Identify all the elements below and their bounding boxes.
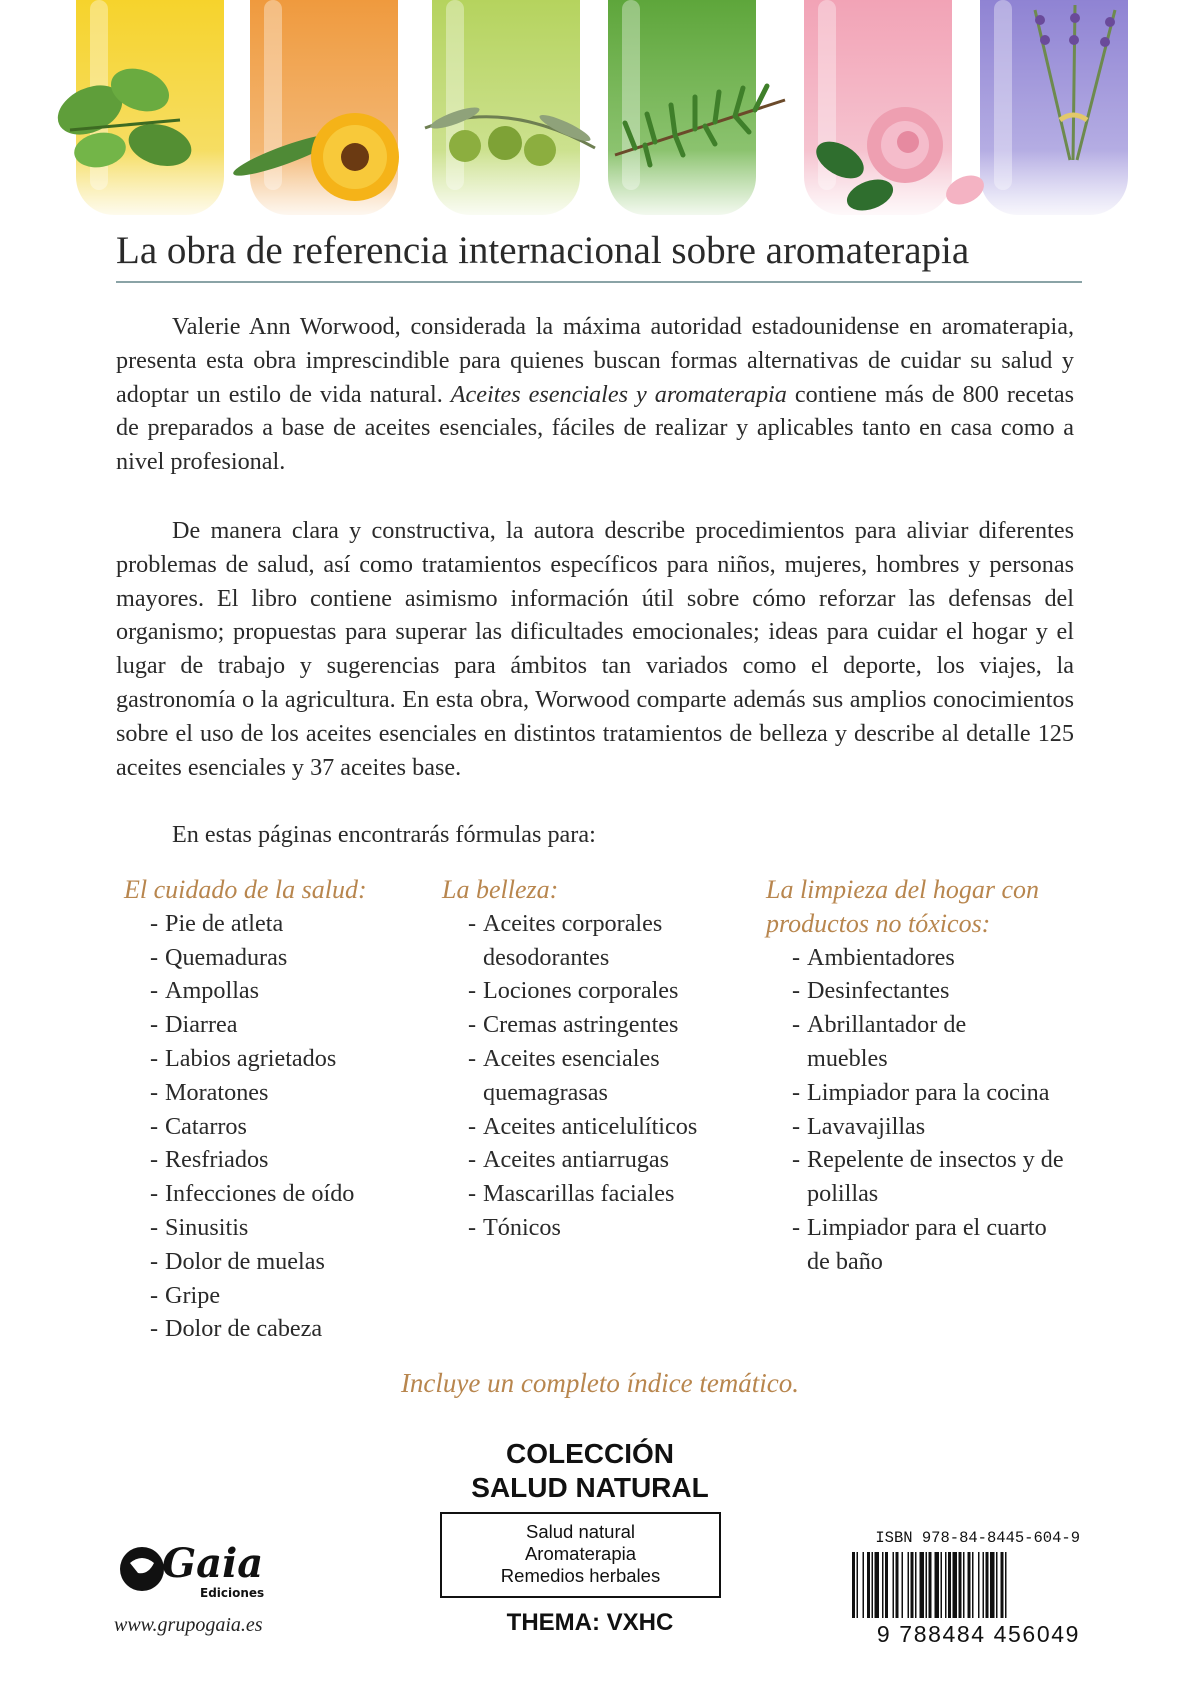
list-item: - Pie de atleta <box>124 907 424 941</box>
barcode-bar <box>911 1552 914 1618</box>
barcode-bar <box>902 1552 904 1618</box>
headline: La obra de referencia internacional sobre aromaterapia <box>116 229 970 272</box>
list-item: - Aceites antiarrugas <box>442 1143 732 1177</box>
list-item: - Diarrea <box>124 1008 424 1042</box>
mint-leaves-icon <box>30 50 210 180</box>
paragraph-description: De manera clara y constructiva, la autora describe procedimientos para aliviar diferentes problemas de salud, así como tratamientos específicos para niños, mujeres, hombres y personas mayores. El libro contiene asimismo información útil sobre cómo reforzar las defensas del organismo; propuestas para superar las dificultades emocionales; ideas para cuidar el hogar y el lugar de trabajo y sugerencias para ámbitos tan variados como el deporte, los viajes, la gastronomía o la agricultura. En esta obra, Worwood comparte además sus amplios conocimientos sobre el uso de los aceites esenciales en distintos tratamientos de belleza y describe al detalle 125 aceites esenciales y 37 aceites base. <box>116 517 1074 781</box>
list-item: - Cremas astringentes <box>442 1008 732 1042</box>
list-item: - Aceites anticelulíticos <box>442 1110 732 1144</box>
list-item: - Limpiador para el cuarto de baño <box>766 1211 1057 1279</box>
barcode-bar <box>978 1552 980 1618</box>
list-item: - Aceites corporales desodorantes <box>442 907 732 975</box>
barcode-bar <box>986 1552 989 1618</box>
rose-icon <box>800 90 990 220</box>
publisher-logo-wordmark: Gaia <box>162 1540 264 1587</box>
paragraph-intro <box>116 310 1074 479</box>
barcode-bar <box>908 1552 910 1618</box>
formulas-intro: En estas páginas encontrarás fórmulas para: <box>172 821 596 848</box>
subject-item: Salud natural <box>525 1521 636 1542</box>
book-title-inline: Aceites esenciales y aromaterapia <box>450 380 787 408</box>
subject-item: Aromaterapia <box>524 1543 637 1564</box>
column-health <box>124 873 424 1346</box>
barcode-bar <box>920 1552 925 1618</box>
list-item: - Abrillantador de muebles <box>766 1008 1007 1076</box>
list-item: - Mascarillas faciales <box>442 1177 732 1211</box>
barcode-bar <box>990 1552 995 1618</box>
barcode-bar <box>959 1552 962 1618</box>
publisher-logo <box>112 1535 292 1603</box>
collection-line-1: COLECCIÓN <box>506 1438 674 1469</box>
list-item: - Lociones corporales <box>442 974 732 1008</box>
barcode-bar <box>893 1552 895 1618</box>
barcode <box>850 1552 1078 1622</box>
barcode-bar <box>915 1552 917 1618</box>
barcode-bar <box>867 1552 870 1618</box>
subject-item: Remedios herbales <box>500 1565 661 1586</box>
barcode-bar <box>875 1552 880 1618</box>
list-item: - Infecciones de oído <box>124 1177 424 1211</box>
list-item: - Limpiador para la cocina <box>766 1076 1076 1110</box>
list-item: - Quemaduras <box>124 941 424 975</box>
list-item: - Lavavajillas <box>766 1110 1076 1144</box>
paragraph-intro-text-end: contiene más de 800 recetas de preparados a base de aceites esenciales, fáciles de realizar y aplicables tanto en casa como a nivel profesional. <box>116 380 1074 476</box>
list-item: - Dolor de muelas <box>124 1245 424 1279</box>
barcode-number: 9 788484 456049 <box>876 1621 1080 1647</box>
barcode-bar <box>926 1552 928 1618</box>
lavender-icon <box>1015 0 1125 170</box>
collection-line-2: SALUD NATURAL <box>471 1472 709 1503</box>
list-item: - Sinusitis <box>124 1211 424 1245</box>
barcode-bar <box>945 1552 947 1618</box>
barcode-bar <box>857 1552 859 1618</box>
list-item: - Aceites esenciales quemagrasas <box>442 1042 732 1110</box>
list-item: - Labios agrietados <box>124 1042 424 1076</box>
column-beauty-heading: La belleza: <box>442 875 559 904</box>
list-item: - Tónicos <box>442 1211 732 1245</box>
barcode-bar <box>953 1552 958 1618</box>
thema-code: THEMA: VXHC <box>506 1609 674 1636</box>
barcode-bar <box>948 1552 951 1618</box>
list-item: - Resfriados <box>124 1143 424 1177</box>
barcode-bar <box>1001 1552 1004 1618</box>
column-health-heading: El cuidado de la salud: <box>124 875 367 904</box>
publisher-imprint: Ediciones <box>200 1586 265 1600</box>
barcode-bar <box>929 1552 932 1618</box>
barcode-bar <box>968 1552 971 1618</box>
collection-title <box>440 1437 740 1505</box>
list-item: - Dolor de cabeza <box>124 1312 424 1346</box>
divider-rule <box>116 281 1082 283</box>
list-item: - Ampollas <box>124 974 424 1008</box>
list-item: - Gripe <box>124 1279 424 1313</box>
subjects-box <box>440 1512 721 1598</box>
calendula-flower-icon <box>225 95 425 215</box>
barcode-bar <box>872 1552 874 1618</box>
list-item: - Ambientadores <box>766 941 1076 975</box>
barcode-bar <box>983 1552 985 1618</box>
barcode-bar <box>882 1552 884 1618</box>
list-item: - Moratones <box>124 1076 424 1110</box>
list-item: - Desinfectantes <box>766 974 1076 1008</box>
barcode-bar <box>1005 1552 1007 1618</box>
bottles-banner <box>0 0 1200 225</box>
isbn-label: ISBN 978-84-8445-604-9 <box>875 1529 1080 1547</box>
olive-branch-icon <box>415 88 605 178</box>
index-note: Incluye un completo índice temático. <box>400 1368 800 1398</box>
column-home <box>766 873 1076 1279</box>
list-item: - Catarros <box>124 1110 424 1144</box>
pine-sprig-icon <box>605 50 795 170</box>
barcode-bar <box>972 1552 974 1618</box>
column-home-heading: La limpieza del hogar con productos no tóxicos: <box>766 875 1039 938</box>
list-item: - Repelente de insectos y de polillas <box>766 1143 1076 1211</box>
barcode-bar <box>896 1552 899 1618</box>
barcode-bar <box>852 1552 855 1618</box>
publisher-website[interactable]: www.grupogaia.es <box>114 1614 263 1636</box>
barcode-bar <box>996 1552 998 1618</box>
barcode-bar <box>863 1552 865 1618</box>
paragraph-intro-text: Valerie Ann Worwood, considerada la máxima autoridad estadounidense en aromaterapia, presenta esta obra imprescindible para quienes buscan formas alternativas de cuidar su salud y adoptar un estilo de vida natural. <box>116 313 1074 408</box>
barcode-bar <box>885 1552 888 1618</box>
column-beauty <box>442 873 732 1245</box>
barcode-bar <box>963 1552 965 1618</box>
barcode-bar <box>935 1552 940 1618</box>
barcode-bar <box>941 1552 943 1618</box>
